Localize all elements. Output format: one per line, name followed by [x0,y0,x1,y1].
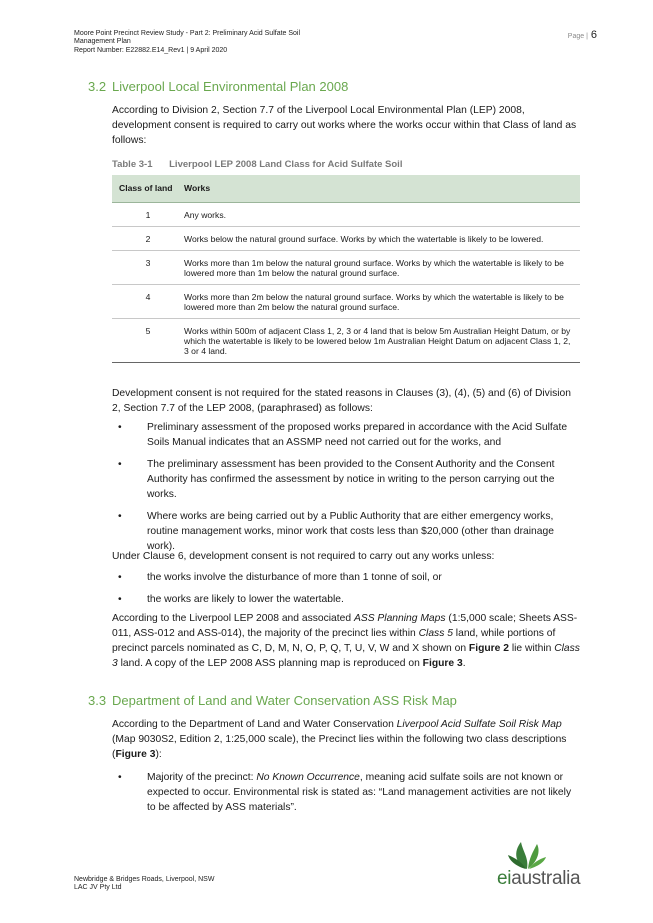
class-cell: 2 [112,226,184,250]
list-item: • the works are likely to lower the watertable. [118,594,344,605]
list-item: • Preliminary assessment of the proposed works prepared in accordance with the Acid Sulfate Soils Manual indicates that an ASSMP need not carried out for the works, and [118,422,568,448]
section-title: Department of Land and Water Conservation ASS Risk Map [112,693,457,708]
clause-6-list [112,570,582,607]
table-caption-number: Table 3-1 [112,159,153,170]
section-3-3-paragraph: According to the Department of Land and Water Conservation Liverpool Acid Sulfate Soil Risk Map (Map 9030S2, Edition 2, 1:25,000 scale), the Precinct lies within the following two class descriptions (Figure 3): [112,719,567,760]
table-row [112,318,580,362]
figure-3-reference: Figure 3 [115,749,156,760]
works-cell: Works more than 1m below the natural ground surface. Works by which the watertable is likely to be lowered more than 1m below the natural ground surface. [184,250,580,284]
lep-maps-paragraph: According to the Liverpool LEP 2008 and associated ASS Planning Maps (1:5,000 scale; Sheets ASS-011, ASS-012 and ASS-014), the majority of the precinct lies within Class 5 land, while portions of precinct parcels nominated as C, D, M, N, O, P, Q, T, U, V, W and X shown on Figure 2 lie within Class 3 land. A copy of the LEP 2008 ASS planning map is reproduced on Figure 3. [112,613,580,669]
table-header-row [112,175,580,202]
class-cell: 4 [112,284,184,318]
table-row [112,284,580,318]
section-number: 3.2 [88,79,107,94]
works-cell: Works below the natural ground surface. Works by which the watertable is likely to be lowered. [184,226,580,250]
document-header [74,30,334,55]
works-cell: Works within 500m of adjacent Class 1, 2, 3 or 4 land that is below 5m Australian Height Datum, or by which the watertable is likely to be lowered below 1m Australian Height Datum on adjacent Class 1, 2, 3 or 4 land. [184,318,580,362]
header-report-number: Report Number: E22882.E14_Rev1 | 9 April 2020 [74,46,228,54]
page-label: Page | [567,33,588,40]
logo-wordmark: eiaustralia [497,868,581,889]
section-3-2-intro: According to Division 2, Section 7.7 of the Liverpool Local Environmental Plan (LEP) 2008, development consent is required to carry out works where the works occur within that Class of land as follows: [112,105,577,146]
table-row [112,250,580,284]
leaf-icon [507,840,547,870]
footer-company: LAC JV Pty Ltd [74,884,122,892]
table-caption-title: Liverpool LEP 2008 Land Class for Acid Sulfate Soil [169,159,403,170]
table-row [112,226,580,250]
class-cell: 3 [112,250,184,284]
section-3-2-heading [88,79,349,94]
section-title: Liverpool Local Environmental Plan 2008 [112,79,349,94]
eiaustralia-logo [497,840,597,895]
list-item: • The preliminary assessment has been provided to the Consent Authority and the Consent Authority has confirmed the assessment by notice in writing to the person carrying out the works. [118,459,555,500]
table-caption [112,159,402,170]
works-cell: Any works. [184,202,580,226]
not-required-intro: Development consent is not required for the stated reasons in Clauses (3), (4), (5) and (6) of Division 2, Section 7.7 of the LEP 2008, (paraphrased) as follows: [112,388,572,414]
header-title-line1: Moore Point Precinct Review Study - Part 2: Preliminary Acid Sulfate Soil [74,30,301,37]
class-cell: 1 [112,202,184,226]
section-3-3-heading [88,693,457,708]
bullet-icon: • [118,422,122,433]
section-number: 3.3 [88,693,107,708]
land-class-table [112,175,580,363]
not-required-list [112,420,582,554]
column-header-works: Works [184,175,580,202]
works-cell: Works more than 2m below the natural ground surface. Works by which the watertable is likely to be lowered more than 2m below the natural ground surface. [184,284,580,318]
bullet-icon: • [118,459,122,470]
column-header-class: Class of land [112,175,184,202]
bullet-icon: • [118,511,122,522]
class-cell: 5 [112,318,184,362]
section-3-3-list [112,770,582,815]
list-item: • the works involve the disturbance of more than 1 tonne of soil, or [118,572,442,583]
table-row [112,202,580,226]
page-number [568,29,597,41]
clause-6-intro: Under Clause 6, development consent is not required to carry out any works unless: [112,551,495,562]
list-item: • Where works are being carried out by a Public Authority that are either emergency works, routine management works, minor work that costs less than $20,000 (other than drainage work). [118,511,554,552]
bullet-icon: • [118,772,122,783]
document-footer [74,876,214,893]
header-title-line2: Management Plan [74,38,131,46]
bullet-icon: • [118,594,122,605]
figure-3-reference: Figure 3 [422,658,463,669]
page-number-value: 6 [590,29,597,41]
list-item: • Majority of the precinct: No Known Occurrence, meaning acid sulfate soils are not known or expected to occur. Environmental risk is stated as: “Land management activities are not likely to be affected by ASS materials”. [118,772,572,813]
figure-2-reference: Figure 2 [468,643,509,654]
bullet-icon: • [118,572,122,583]
footer-address: Newbridge & Bridges Roads, Liverpool, NSW [74,876,215,883]
